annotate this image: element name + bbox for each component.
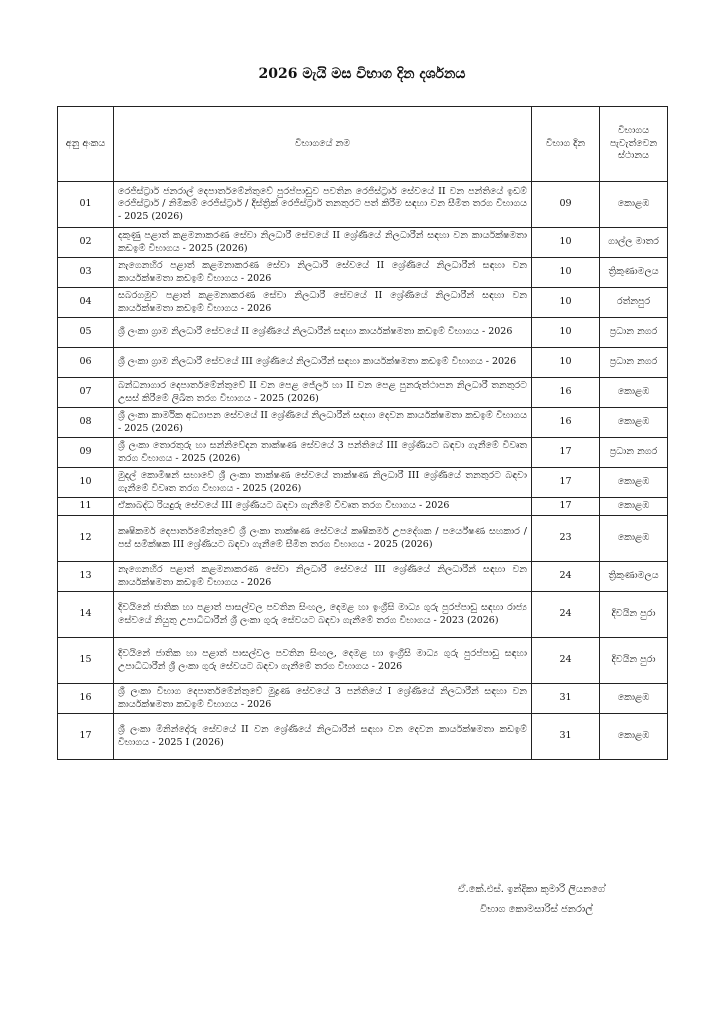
table-row bbox=[58, 638, 668, 684]
row-exam-day: 10 bbox=[532, 318, 600, 348]
row-exam-day: 17 bbox=[532, 468, 600, 498]
row-exam-day: 24 bbox=[532, 638, 600, 684]
table-row bbox=[58, 408, 668, 438]
table-row bbox=[58, 318, 668, 348]
row-serial-number: 02 bbox=[58, 228, 114, 258]
row-exam-day: 10 bbox=[532, 288, 600, 318]
row-exam-name: නැගෙනහිර පළාත් කළමනාකරණ සේවා නිලධාරී සේවයේ III ශ්‍රේණියේ නිලධාරීන් සඳහා වන කාර්යක්ෂමතා කඩඉම් විභාගය - 2026 bbox=[114, 562, 532, 592]
row-serial-number: 05 bbox=[58, 318, 114, 348]
row-exam-day: 10 bbox=[532, 258, 600, 288]
row-exam-name: ශ්‍රී ලංකා තොරතුරු හා සන්නිවේදන තාක්ෂණ සේවයේ 3 පන්තියේ III ශ්‍රේණියට බඳවා ගැනීමේ විවෘත තරග විභාගය - 2025 (2026) bbox=[114, 438, 532, 468]
row-exam-name: ශ්‍රී ලංකා ග්‍රාම නිලධාරී සේවයේ II ශ්‍රේණියේ නිලධාරීන් සඳහා කාර්යක්ෂමතා කඩඉම් විභාගය - 2026 bbox=[114, 318, 532, 348]
header-serial-number: අනු අංකය bbox=[58, 107, 114, 182]
row-serial-number: 03 bbox=[58, 258, 114, 288]
row-exam-name: ශ්‍රී ලංකා කාර්මික අධ්‍යාපන සේවයේ II ශ්‍රේණියේ නිලධාරීන් සඳහා දෙවන කාර්යක්ෂමතා කඩඉම් විභාගය - 2025 (2026) bbox=[114, 408, 532, 438]
row-serial-number: 14 bbox=[58, 592, 114, 638]
row-exam-place: කොළඹ bbox=[600, 684, 668, 714]
row-exam-place: කොළඹ bbox=[600, 408, 668, 438]
row-serial-number: 09 bbox=[58, 438, 114, 468]
row-exam-name: දිවයිනේ ජාතික හා පළාත් පාසල්වල පවතින සිංහල, දෙමළ හා ඉංග්‍රීසි මාධ්‍ය ගුරු පුරප්පාඩු සඳහා රාජ්‍ය සේවයේ නියුතු උපාධිධාරීන් ශ්‍රී ලංකා ගුරු සේවයට බඳවා ගැනීමේ තරග විභාගය - 2023 (2026) bbox=[114, 592, 532, 638]
row-exam-place: දිවයින පුරා bbox=[600, 592, 668, 638]
row-exam-place: කොළඹ bbox=[600, 468, 668, 498]
row-exam-name: ශ්‍රී ලංකා මිනින්දෝරු සේවයේ II වන ශ්‍රේණියේ නිලධාරීන් සඳහා වන දෙවන කාර්යක්ෂමතා කඩඉම් විභාගය - 2025 I (2026) bbox=[114, 714, 532, 760]
table-row bbox=[58, 258, 668, 288]
row-serial-number: 11 bbox=[58, 498, 114, 516]
row-exam-day: 24 bbox=[532, 562, 600, 592]
row-exam-name: ශ්‍රී ලංකා විභාග දෙපාර්තමේන්තුවේ මුද්‍රණ සේවයේ 3 පන්තියේ I ශ්‍රේණියේ නිලධාරීන් සඳහා වන කාර්යක්ෂමතා කඩඉම් විභාගය - 2026 bbox=[114, 684, 532, 714]
row-exam-name: සබරගමුව පළාත් කළමනාකරණ සේවා නිලධාරී සේවයේ II ශ්‍රේණියේ නිලධාරීන් සඳහා වන කාර්යක්ෂමතා කඩඉම් විභාගය - 2026 bbox=[114, 288, 532, 318]
row-serial-number: 04 bbox=[58, 288, 114, 318]
row-exam-place: කොළඹ bbox=[600, 182, 668, 228]
row-exam-name: නැගෙනහිර පළාත් කළමනාකරණ සේවා නිලධාරී සේවයේ II ශ්‍රේණියේ නිලධාරීන් සඳහා වන කාර්යක්ෂමතා කඩඉම් විභාගය - 2026 bbox=[114, 258, 532, 288]
row-exam-place: ගාල්ල මාතර bbox=[600, 228, 668, 258]
row-exam-place: ත්‍රිකුණාමලය bbox=[600, 562, 668, 592]
row-exam-name: මුදල් කොමිෂන් සභාවේ ශ්‍රී ලංකා තාක්ෂණ සේවයේ තාක්ෂණ නිලධාරී III ශ්‍රේණියේ තනතුරට බඳවා ගැනීමේ විවෘත තරග විභාගය - 2025 (2026) bbox=[114, 468, 532, 498]
row-exam-name: රෙජිස්ට්‍රාර් ජනරාල් දෙපාර්තමේන්තුවේ පුරප්පාඩුව පවතින රෙජිස්ට්‍රාර් සේවයේ II වන පන්තියේ ඉඩම් රෙජිස්ට්‍රාර් / නිමිකම් රෙජිස්ට්‍රාර් / දිස්ත්‍රික් රෙජිස්ට්‍රාර් තනතුරට පත් කිරීම සඳහා වන සීමිත තරග විභාගය - 2025 (2026) bbox=[114, 182, 532, 228]
row-serial-number: 08 bbox=[58, 408, 114, 438]
table-row bbox=[58, 182, 668, 228]
row-exam-name: බන්ධනාගාර දෙපාර්තමේන්තුවේ II වන පෙළ ජේලර් හා II වන පෙළ පුනරුත්ථාපන නිලධාරී තනතුරට උසස් කිරීමේ ලිඛිත තරග විභාගය - 2025 (2026) bbox=[114, 378, 532, 408]
row-serial-number: 16 bbox=[58, 684, 114, 714]
signatory-name: ඒ.කේ.එස්. ඉන්දිකා කුමාරි ලියනගේ bbox=[458, 884, 606, 895]
row-exam-name: ඒකාබද්ධ රියදුරු සේවයේ III ශ්‍රේණියට බඳවා ගැනීමේ විවෘත තරග විභාගය - 2026 bbox=[114, 498, 532, 516]
table-row bbox=[58, 378, 668, 408]
table-row bbox=[58, 516, 668, 562]
row-serial-number: 13 bbox=[58, 562, 114, 592]
row-exam-day: 31 bbox=[532, 684, 600, 714]
row-serial-number: 17 bbox=[58, 714, 114, 760]
row-exam-day: 10 bbox=[532, 348, 600, 378]
row-exam-day: 31 bbox=[532, 714, 600, 760]
row-serial-number: 07 bbox=[58, 378, 114, 408]
row-serial-number: 12 bbox=[58, 516, 114, 562]
table-row bbox=[58, 228, 668, 258]
row-serial-number: 06 bbox=[58, 348, 114, 378]
row-exam-day: 16 bbox=[532, 378, 600, 408]
row-exam-place: ත්‍රිකුණාමලය bbox=[600, 258, 668, 288]
row-exam-name: දකුණු පළාත් කළමනාකරණ සේවා නිලධාරී සේවයේ II ශ්‍රේණියේ නිලධාරීන් සඳහා වන කාර්යක්ෂමතා කඩඉම් විභාගය - 2025 (2026) bbox=[114, 228, 532, 258]
row-exam-place: දිවයින පුරා bbox=[600, 638, 668, 684]
row-exam-day: 17 bbox=[532, 498, 600, 516]
row-exam-day: 17 bbox=[532, 438, 600, 468]
row-exam-day: 16 bbox=[532, 408, 600, 438]
exam-schedule-table bbox=[57, 106, 668, 760]
table-row bbox=[58, 348, 668, 378]
header-exam-day: විභාග දින bbox=[532, 107, 600, 182]
row-exam-name: කෘෂිකර්ම දෙපාර්තමේන්තුවේ ශ්‍රී ලංකා තාක්ෂණ සේවයේ කෘෂිකර්ම උපදේශක / පර්යේෂණ සහකාර / පස් සමීක්ෂක III ශ්‍රේණියට බඳවා ගැනීමේ සීමිත තරග විභාගය - 2025 (2026) bbox=[114, 516, 532, 562]
table-header-row bbox=[58, 107, 668, 182]
table-row bbox=[58, 438, 668, 468]
table-row bbox=[58, 288, 668, 318]
row-exam-name: ශ්‍රී ලංකා ග්‍රාම නිලධාරී සේවයේ III ශ්‍රේණියේ නිලධාරීන් සඳහා කාර්යක්ෂමතා කඩඉම් විභාගය - 2026 bbox=[114, 348, 532, 378]
row-exam-day: 09 bbox=[532, 182, 600, 228]
table-row bbox=[58, 684, 668, 714]
row-exam-place: කොළඹ bbox=[600, 498, 668, 516]
page-title: 2026 මැයි මස විභාග දින දර්ශනය bbox=[258, 66, 466, 82]
table-row bbox=[58, 498, 668, 516]
header-exam-name: විභාගයේ නම bbox=[114, 107, 532, 182]
row-exam-place: ප්‍රධාන නගර bbox=[600, 318, 668, 348]
row-exam-place: ප්‍රධාන නගර bbox=[600, 348, 668, 378]
table-row bbox=[58, 468, 668, 498]
row-exam-place: කොළඹ bbox=[600, 516, 668, 562]
row-exam-place: ප්‍රධාන නගර bbox=[600, 438, 668, 468]
row-serial-number: 01 bbox=[58, 182, 114, 228]
signatory-designation: විභාග කොමසාරිස් ජනරාල් bbox=[480, 904, 593, 915]
row-exam-place: රත්නපුර bbox=[600, 288, 668, 318]
row-exam-place: කොළඹ bbox=[600, 378, 668, 408]
table-row bbox=[58, 592, 668, 638]
row-exam-name: දිවයිනේ ජාතික හා පළාත් පාසල්වල පවතින සිංහල, දෙමළ හා ඉංග්‍රීසි මාධ්‍ය ගුරු පුරප්පාඩු සඳහා උපාධිධාරීන් ශ්‍රී ලංකා ගුරු සේවයට බඳවා ගැනීමේ තරග විභාගය - 2026 bbox=[114, 638, 532, 684]
signature-block bbox=[458, 880, 605, 920]
row-exam-day: 24 bbox=[532, 592, 600, 638]
table-row bbox=[58, 714, 668, 760]
row-serial-number: 15 bbox=[58, 638, 114, 684]
row-exam-day: 10 bbox=[532, 228, 600, 258]
table-row bbox=[58, 562, 668, 592]
row-serial-number: 10 bbox=[58, 468, 114, 498]
row-exam-day: 23 bbox=[532, 516, 600, 562]
header-exam-place: විභාගය පැවැත්වෙන ස්ථානය bbox=[600, 107, 668, 182]
row-exam-place: කොළඹ bbox=[600, 714, 668, 760]
